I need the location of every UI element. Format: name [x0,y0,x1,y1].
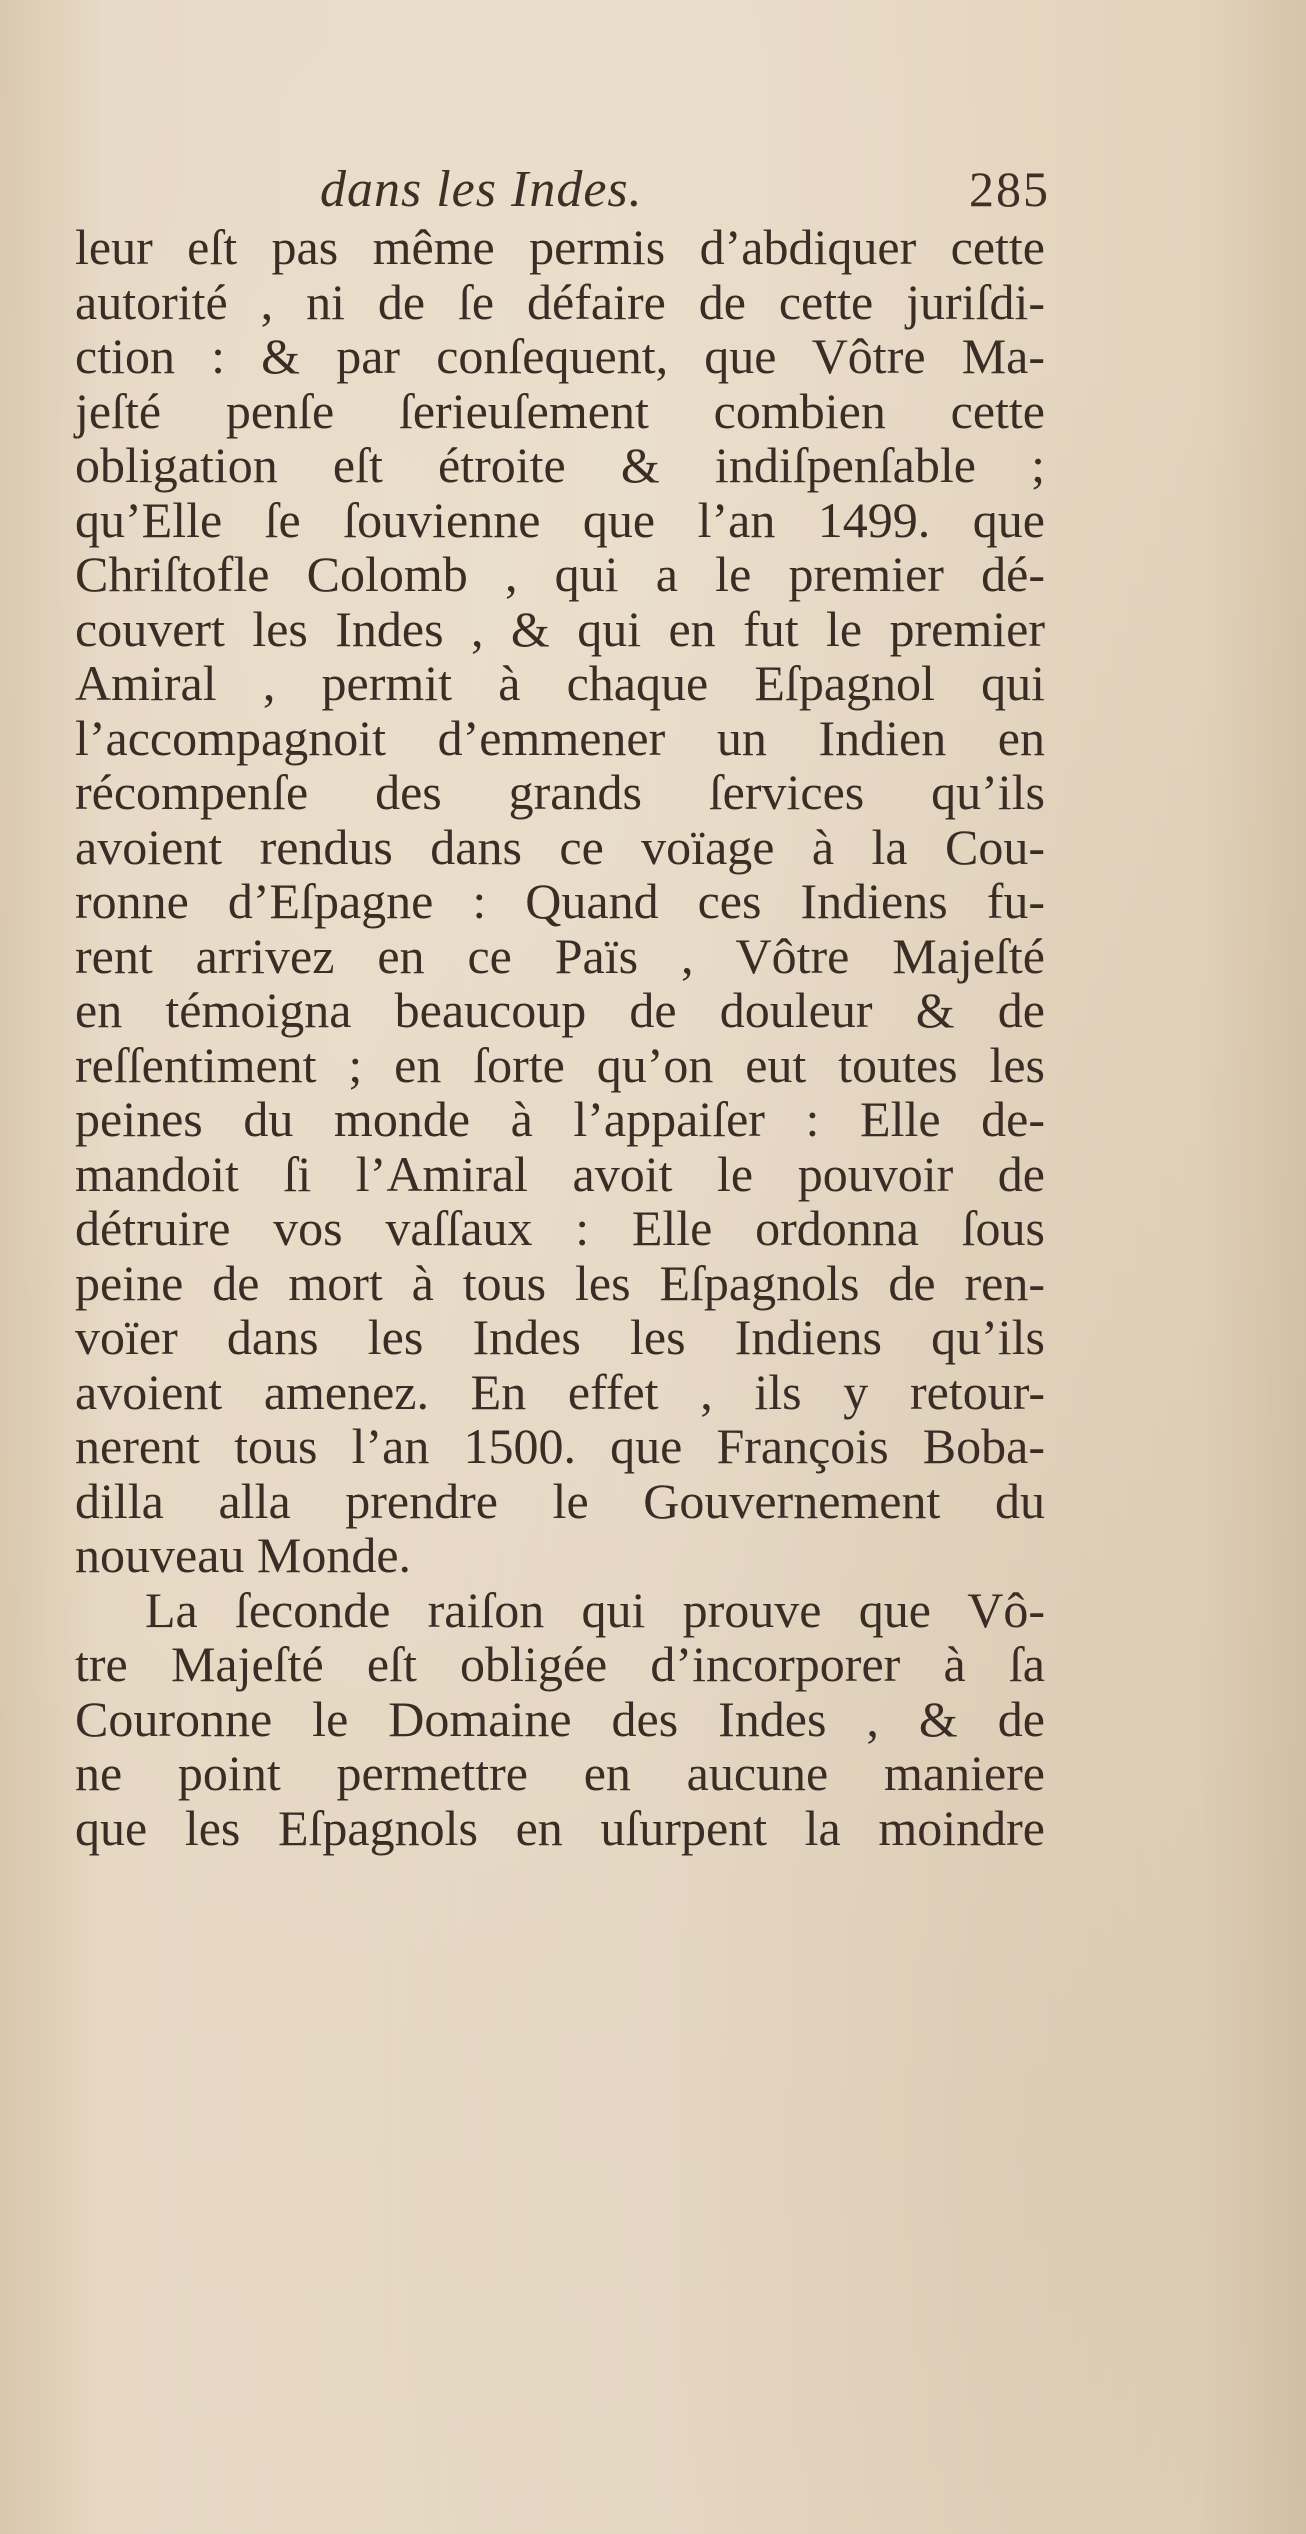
text-line: nouveau Monde. [75,1527,412,1583]
text-line: Chriſtofle Colomb , qui a le premier dé- [75,546,1045,602]
text-line: détruire vos vaſſaux : Elle ordonna ſous [75,1200,1045,1256]
text-line: avoient amenez. En effet , ils y retour- [75,1363,1045,1420]
text-line: La ſeconde raiſon qui prouve que Vô- [145,1581,1045,1638]
text-line: qu’Elle ſe ſouvienne que l’an 1499. que [75,491,1045,548]
body-text [75,220,1045,1855]
text-line: mandoit ſi l’Amiral avoit le pouvoir de [75,1145,1045,1202]
text-line: autorité , ni de ſe défaire de cette juriſdi- [75,273,1045,330]
text-line: ronne d’Eſpagne : Quand ces Indiens fu- [75,873,1045,929]
text-line: récompenſe des grands ſervices qu’ils [75,764,1045,820]
running-title: dans les Indes. [320,161,643,218]
text-line: Couronne le Domaine des Indes , & de [75,1690,1045,1747]
text-line: peine de mort à tous les Eſpagnols de ren- [75,1254,1045,1311]
text-line: ne point permettre en aucune maniere [75,1745,1045,1801]
text-line: l’accompagnoit d’emmener un Indien en [75,709,1045,766]
text-line: obligation eſt étroite & indiſpenſable ; [75,437,1045,493]
text-line: reſſentiment ; en ſorte qu’on eut toutes les [75,1036,1045,1093]
text-line: tre Majeſté eſt obligée d’incorporer à ſa [75,1636,1045,1692]
text-line: avoient rendus dans ce voïage à la Cou- [75,818,1045,875]
running-head [320,160,1050,220]
text-line: nerent tous l’an 1500. que François Boba- [75,1418,1045,1474]
text-line: rent arrivez en ce Païs , Vôtre Majeſté [75,927,1045,984]
text-line: leur eſt pas même permis d’abdiquer cette [75,219,1045,275]
text-line: que les Eſpagnols en uſurpent la moindre [75,1799,1045,1856]
text-line: peines du monde à l’appaiſer : Elle de- [75,1091,1045,1147]
text-line: voïer dans les Indes les Indiens qu’ils [75,1309,1045,1365]
text-line: en témoigna beaucoup de douleur & de [75,982,1045,1038]
text-line: ction : & par conſequent, que Vôtre Ma- [75,328,1045,384]
text-line: Amiral , permit à chaque Eſpagnol qui [75,655,1045,711]
page-number: 285 [969,161,1050,217]
text-line: couvert les Indes , & qui en fut le premier [75,600,1045,657]
text-line: dilla alla prendre le Gouvernement du [75,1472,1045,1529]
text-line: jeſté penſe ſerieuſement combien cette [75,382,1045,439]
